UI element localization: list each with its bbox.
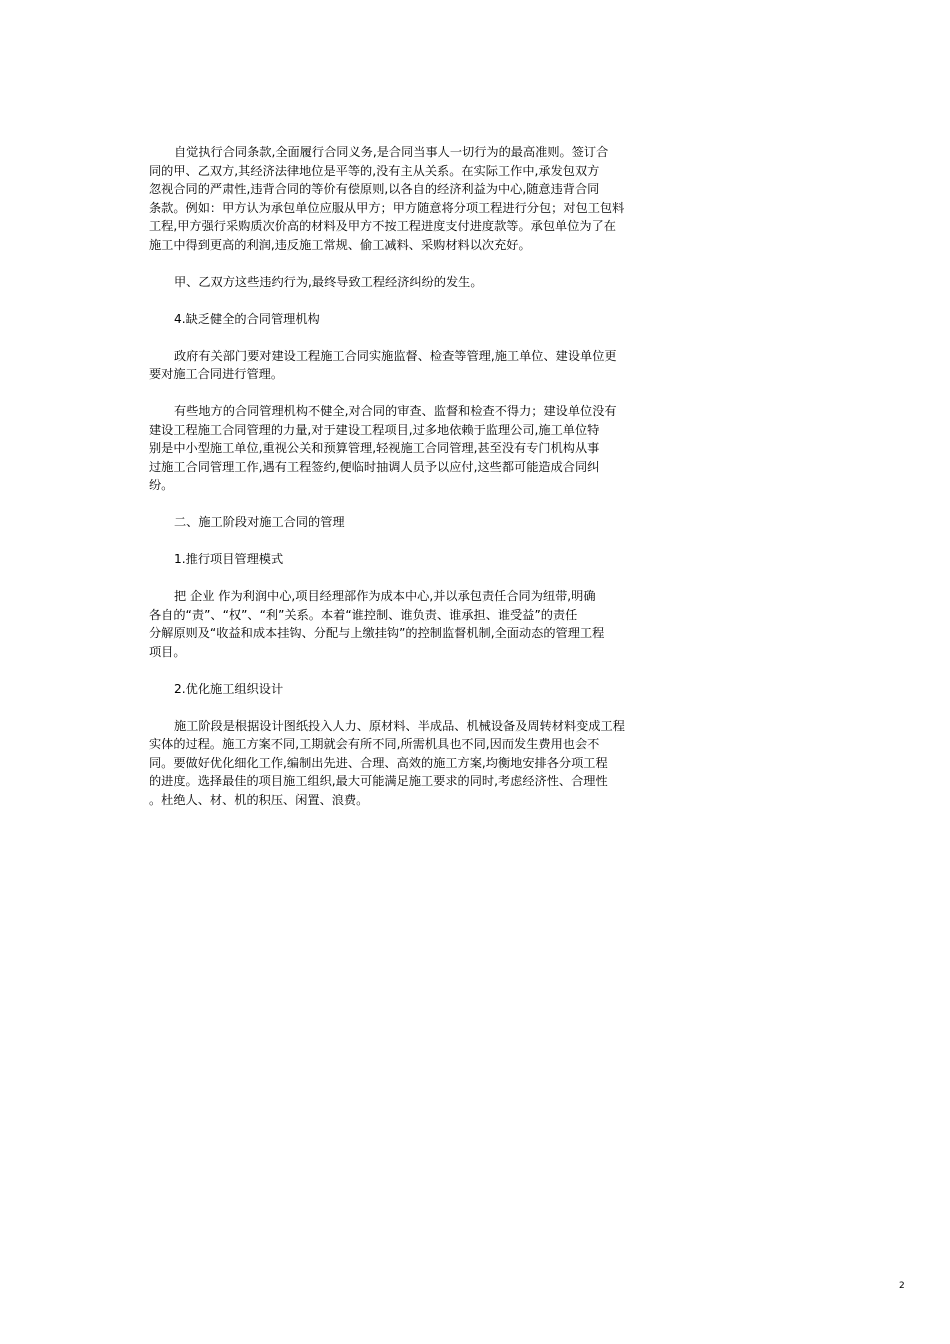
paragraph-government-supervision — [149, 347, 649, 384]
text-line: 施工中得到更高的利润,违反施工常规、偷工减料、采购材料以次充好。 — [149, 237, 531, 252]
text-line: 过施工合同管理工作,遇有工程签约,便临时抽调人员予以应付,这些都可能造成合同纠 — [149, 459, 600, 474]
text-line: 忽视合同的严肃性,违背合同的等价有偿原则,以各自的经济利益为中心,随意违背合同 — [149, 182, 600, 196]
text-line: 二、施工阶段对施工合同的管理 — [174, 515, 345, 529]
text-line: 自觉执行合同条款,全面履行合同义务,是合同当事人一切行为的最高准则。签订合 — [174, 145, 609, 159]
text-line: 有些地方的合同管理机构不健全,对合同的审查、监督和检查不得力；建设单位没有 — [174, 404, 617, 418]
text-line: 分解原则及“收益和成本挂钩、分配与上缴挂钩”的控制监督机制,全面动态的管理工程 — [149, 626, 605, 640]
text-line: 的进度。选择最佳的项目施工组织,最大可能满足施工要求的同时,考虑经济性、合理性 — [149, 774, 608, 788]
paragraph-gap — [149, 661, 649, 680]
paragraph-gap — [149, 291, 649, 310]
text-line: 1.推行项目管理模式 — [174, 552, 284, 566]
paragraph-gap — [149, 698, 649, 717]
text-line: 条款。例如：甲方认为承包单位应服从甲方；甲方随意将分项工程进行分包；对包工包料 — [149, 200, 625, 215]
text-line: 各自的“责”、“权”、“利”关系。本着“谁控制、谁负责、谁承担、谁受益”的责任 — [149, 607, 578, 622]
text-line: 实体的过程。施工方案不同,工期就会有所不同,所需机具也不同,因而发生费用也会不 — [149, 737, 600, 751]
text-line: 要对施工合同进行管理。 — [149, 367, 284, 381]
text-line: 把 企业 作为利润中心,项目经理部作为成本中心,并以承包责任合同为纽带,明确 — [174, 589, 596, 603]
text-line: 施工阶段是根据设计图纸投入人力、原材料、半成品、机械设备及周转材料变成工程 — [174, 718, 625, 733]
text-line: 同的甲、乙双方,其经济法律地位是平等的,没有主从关系。在实际工作中,承发包双方 — [149, 163, 600, 178]
paragraph-contract-violations — [149, 143, 649, 254]
text-line: 同。要做好优化细化工作,编制出先进、合理、高效的施工方案,均衡地安排各分项工程 — [149, 755, 608, 770]
paragraph-gap — [149, 495, 649, 514]
paragraph-construction-plan — [149, 717, 649, 810]
section-heading-construction-stage — [149, 513, 649, 532]
paragraph-gap — [149, 569, 649, 588]
document-body — [149, 143, 649, 809]
page-number: 2 — [899, 1281, 905, 1291]
text-line: 政府有关部门要对建设工程施工合同实施监督、检查等管理,施工单位、建设单位更 — [174, 348, 617, 363]
text-line: 项目。 — [149, 644, 186, 659]
text-line: 建设工程施工合同管理的力量,对于建设工程项目,过多地依赖于监理公司,施工单位特 — [149, 422, 600, 437]
text-line: 工程,甲方强行采购质次价高的材料及甲方不按工程进度支付进度款等。承包单位为了在 — [149, 219, 616, 233]
text-line: 别是中小型施工单位,重视公关和预算管理,轻视施工合同管理,甚至没有专门机构从事 — [149, 441, 600, 455]
section-heading-construction-design — [149, 680, 649, 699]
paragraph-gap — [149, 254, 649, 273]
paragraph-gap — [149, 328, 649, 347]
text-line: 纷。 — [149, 478, 174, 492]
paragraph-incomplete-institutions — [149, 402, 649, 495]
text-line: 4.缺乏健全的合同管理机构 — [174, 311, 320, 326]
text-line: 2.优化施工组织设计 — [174, 681, 284, 696]
section-heading-project-management — [149, 550, 649, 569]
text-line: 。杜绝人、材、机的积压、闲置、浪费。 — [149, 792, 369, 807]
text-line: 甲、乙双方这些违约行为,最终导致工程经济纠纷的发生。 — [174, 274, 483, 289]
section-heading-management-body — [149, 310, 649, 329]
paragraph-dispute-result — [149, 273, 649, 292]
paragraph-gap — [149, 384, 649, 403]
paragraph-gap — [149, 532, 649, 551]
paragraph-profit-center — [149, 587, 649, 661]
